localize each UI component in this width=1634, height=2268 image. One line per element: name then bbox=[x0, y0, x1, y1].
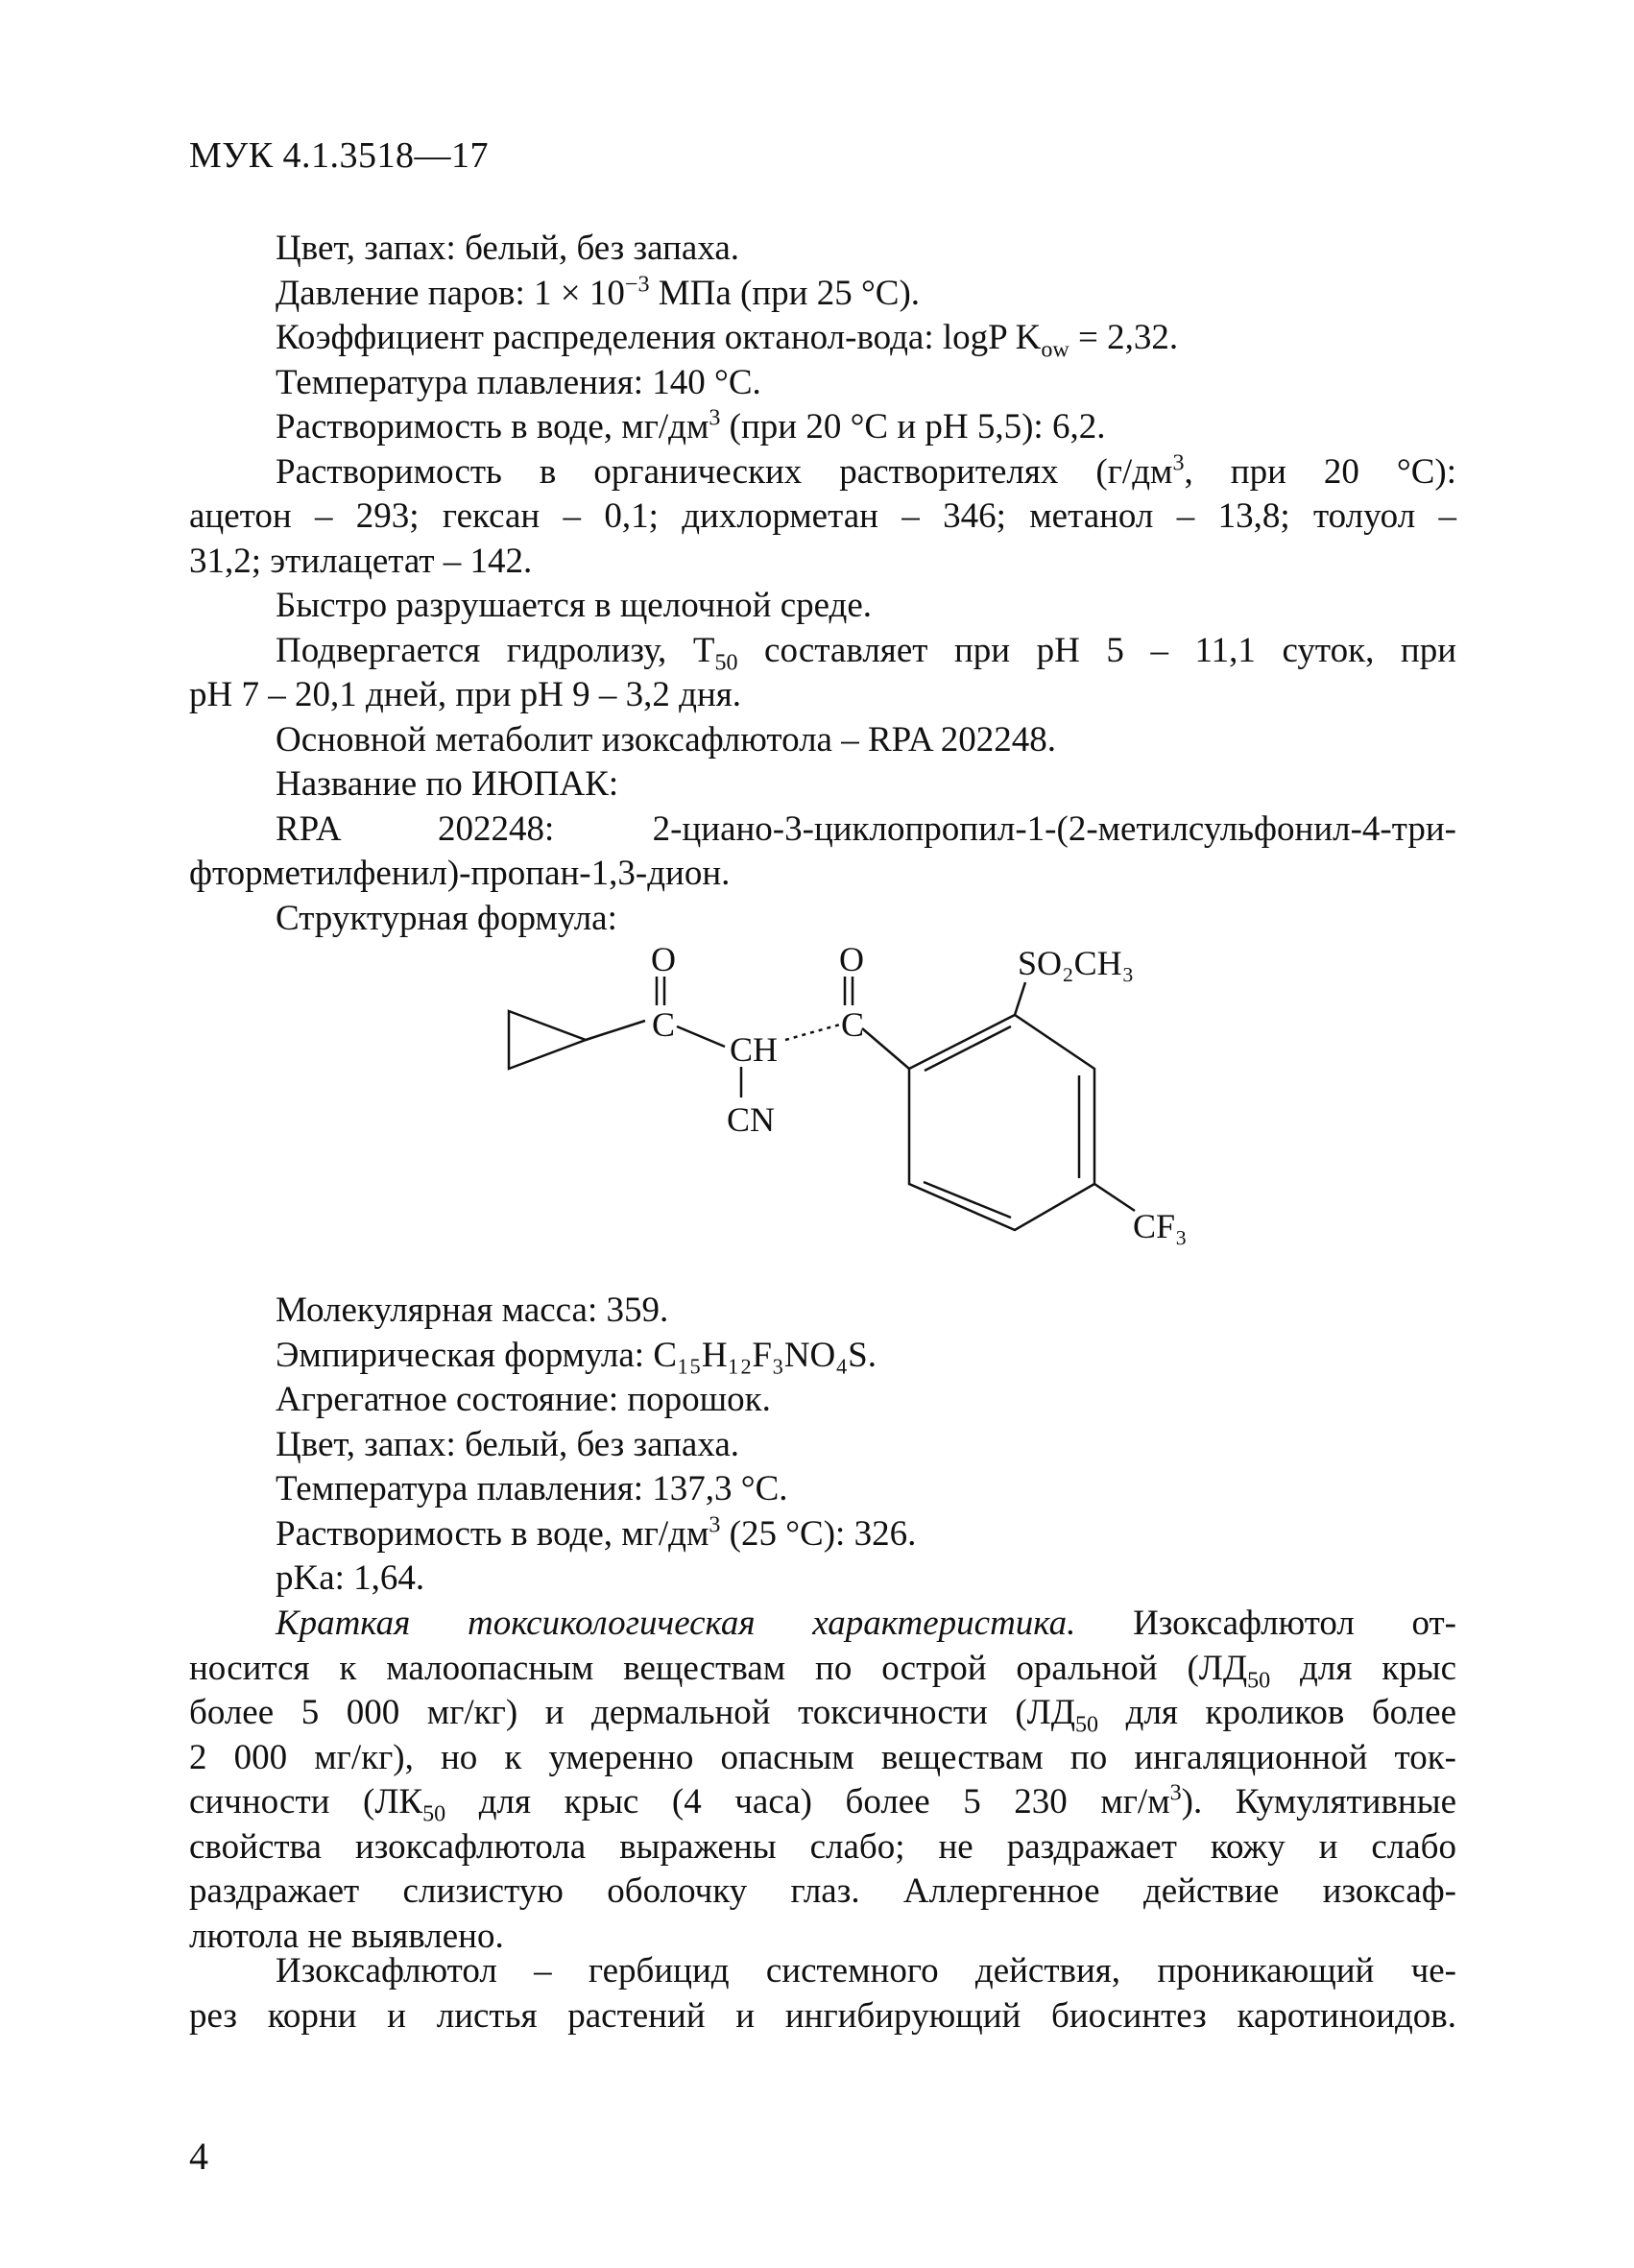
cyclopropane-ring bbox=[509, 1011, 586, 1069]
iupac-name-line-2: фторметилфенил)-пропан-1,3-дион. bbox=[189, 854, 731, 893]
hydrolysis-line-1: Подвергается гидролизу, $T_{50}$ составляет при pH 5 – 11,1 суток, при bbox=[276, 630, 1456, 675]
page-number: 4 bbox=[189, 2135, 208, 2178]
bond-ring-c1 bbox=[586, 1021, 645, 1040]
pka-line: pKa: 1,64. bbox=[276, 1558, 425, 1598]
benzene-inner-bond-3 bbox=[924, 1182, 1011, 1218]
tox-line-8: лютола не выявлено. bbox=[189, 1916, 504, 1956]
iupac-label: Название по ИЮПАК: bbox=[276, 764, 619, 804]
color-line: Цвет, запах: белый, без запаха. bbox=[276, 229, 740, 268]
water-solubility-line: Растворимость в воде, $мг/дм^3$ (при 20 °С и pH 5,5): 6,2. bbox=[276, 405, 1106, 446]
tox-line-3: более 5 000 мг/кг) и дермальной токсичности ($ЛД_{50}$ для кроликов более bbox=[189, 1693, 1456, 1738]
herbicide-paragraph bbox=[189, 1949, 1456, 2039]
group-so2ch3: SO₂CH₃ bbox=[1018, 944, 1135, 982]
vapor-pressure-line: Давление паров: $1 \times 10^{-3}$ МПа (при 25 °С). bbox=[276, 272, 921, 313]
melting-point-line: Температура плавления: 140 °С. bbox=[276, 362, 761, 402]
tox-line-2: носится к малоопасным веществам по острой оральной ($ЛД_{50}$ для крыс bbox=[189, 1648, 1456, 1693]
bond-c2-ring bbox=[862, 1028, 909, 1069]
atom-o1: O bbox=[651, 940, 676, 978]
melting-point-line-2: Температура плавления: 137,3 °С. bbox=[276, 1469, 788, 1508]
atom-c1: C bbox=[652, 1005, 676, 1044]
tox-line-6: свойства изоксафлютола выражены слабо; не раздражает кожу и слабо bbox=[189, 1826, 1456, 1867]
properties-block-2 bbox=[189, 1289, 1456, 1602]
herb-line-2: рез корни и листья растений и ингибирующий биосинтез каротиноидов. bbox=[189, 1995, 1456, 2036]
atom-o2: O bbox=[839, 940, 864, 978]
bond-ch-c2 bbox=[785, 1025, 840, 1040]
document-header: МУК 4.1.3518—17 bbox=[189, 135, 490, 176]
hydrolysis-line-2: pH 7 – 20,1 дней, при pH 9 – 3,2 дня. bbox=[189, 675, 742, 714]
partition-line: Коэффициент распределения октанол-вода: logP $K_{ow} = 2,32$. bbox=[276, 318, 1179, 363]
bond-ring-so2ch3 bbox=[1015, 982, 1025, 1015]
bond-c1-ch bbox=[677, 1026, 725, 1047]
atom-cn: CN bbox=[727, 1100, 776, 1139]
structure-bonds bbox=[509, 977, 1135, 1230]
iupac-name-line-1: RPA 202248: 2-циано-3-циклопропил-1-(2-метилсульфонил-4-три- bbox=[276, 808, 1456, 849]
organic-solubility-line-1: Растворимость в органических растворителях ($г/дм^3$, при 20 °С): bbox=[276, 450, 1457, 492]
physical-state-line: Агрегатное состояние: порошок. bbox=[276, 1380, 771, 1419]
metabolite-line: Основной метаболит изоксафлютола – RPA 202248. bbox=[276, 719, 1057, 760]
tox-line-1: Краткая токсикологическая характеристика. Изоксафлютол от- bbox=[276, 1604, 1456, 1643]
water-solubility-line-2: Растворимость в воде, $мг/дм^3$ (25 °С): 326. bbox=[276, 1512, 917, 1554]
molecular-mass-line: Молекулярная масса: 359. bbox=[276, 1291, 669, 1330]
alkaline-line: Быстро разрушается в щелочной среде. bbox=[276, 586, 873, 625]
toxicology-paragraph bbox=[189, 1602, 1456, 1959]
organic-solubility-line-2: ацетон – 293; гексан – 0,1; дихлорметан – 346; метанол – 13,8; толуол – bbox=[189, 496, 1456, 536]
color-line-2: Цвет, запах: белый, без запаха. bbox=[276, 1424, 740, 1464]
atom-ch: CH bbox=[730, 1030, 779, 1069]
tox-line-7: раздражает слизистую оболочку глаз. Аллергенное действие изоксаф- bbox=[189, 1871, 1456, 1911]
empirical-formula-line: Эмпирическая формула: C₁₅H₁₂F₃NO₄S. bbox=[276, 1335, 877, 1375]
tox-title: Краткая токсикологическая характеристика. bbox=[276, 1604, 1076, 1643]
tox-line-5: сичности ($ЛК_{50}$ для крыс (4 часа) более 5 230 $мг/м^3$). Кумулятивные bbox=[189, 1780, 1456, 1827]
bond-ring-cf3 bbox=[1094, 1184, 1135, 1211]
atom-c2: C bbox=[841, 1005, 865, 1044]
herb-line-1: Изоксафлютол – гербицид системного действия, проникающий че- bbox=[276, 1951, 1456, 1991]
properties-block-1 bbox=[189, 227, 1456, 941]
organic-solubility-line-3: 31,2; этилацетат – 142. bbox=[189, 541, 533, 581]
benzene-inner-bond-1 bbox=[925, 1026, 1011, 1071]
tox-line-4: 2 000 мг/кг), но к умеренно опасным веществам по ингаляционной ток- bbox=[189, 1737, 1456, 1777]
benzene-ring bbox=[909, 1015, 1094, 1230]
group-cf3: CF₃ bbox=[1133, 1207, 1188, 1245]
structure-label: Структурная формула: bbox=[276, 898, 617, 938]
structural-formula bbox=[480, 936, 1210, 1282]
